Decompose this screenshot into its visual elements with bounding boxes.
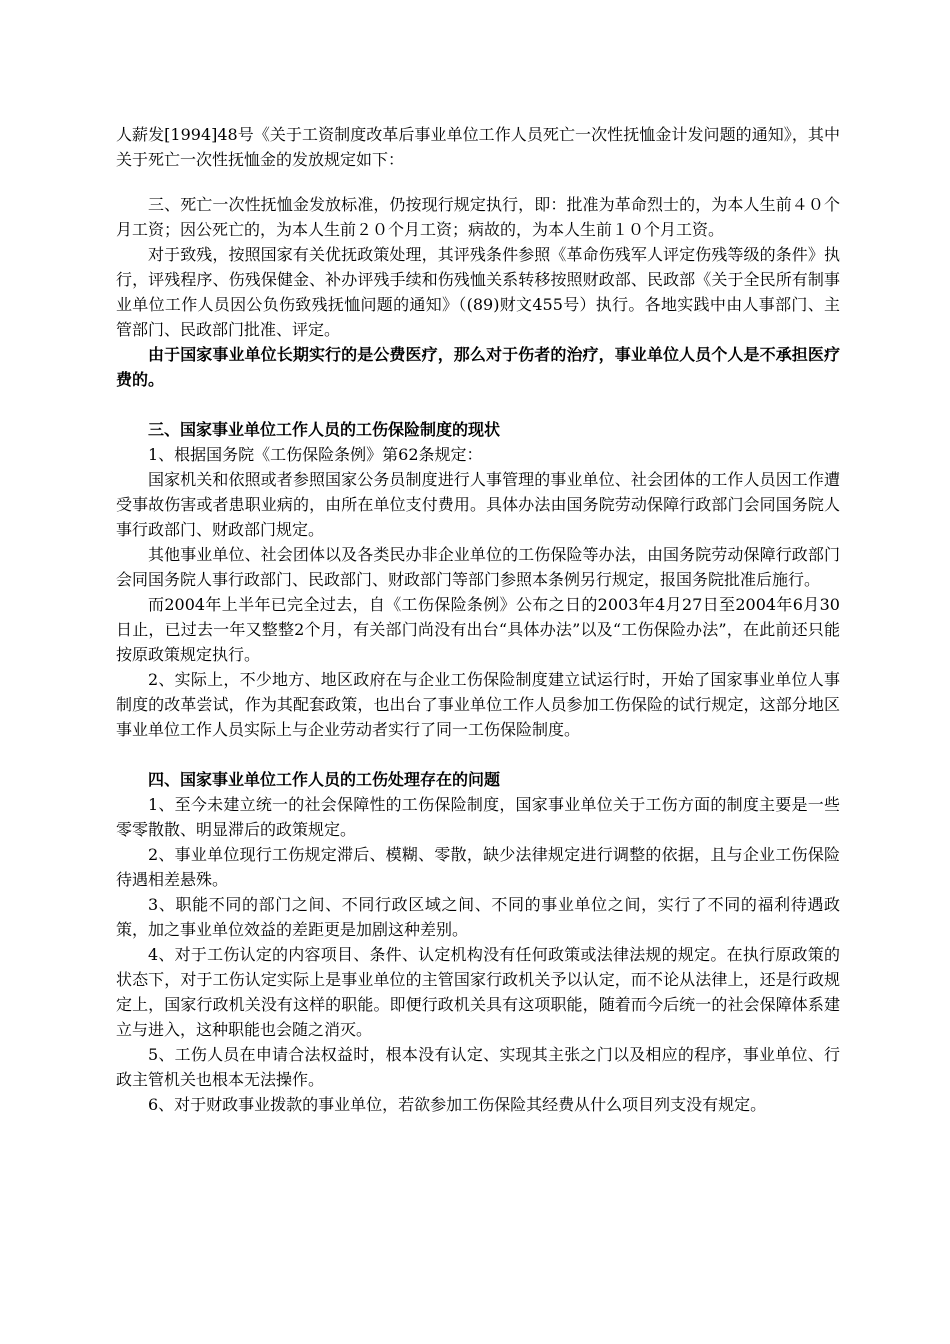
paragraph: 人薪发[1994]48号《关于工资制度改革后事业单位工作人员死亡一次性抚恤金计发问题的通知》，其中关于死亡一次性抚恤金的发放规定如下： — [116, 125, 840, 169]
paragraph: 3、职能不同的部门之间、不同行政区域之间、不同的事业单位之间，实行了不同的福利待遇政策，加之事业单位效益的差距更是加剧这种差别。 — [116, 895, 840, 939]
paragraph: 1、至今未建立统一的社会保障性的工伤保险制度，国家事业单位关于工伤方面的制度主要是一些零零散散、明显滞后的政策规定。 — [116, 795, 840, 839]
document-page — [116, 122, 840, 1117]
bold-paragraph: 由于国家事业单位长期实行的是公费医疗，那么对于伤者的治疗，事业单位人员个人是不承担医疗费的。 — [116, 345, 840, 389]
paragraph: 4、对于工伤认定的内容项目、条件、认定机构没有任何政策或法律法规的规定。在执行原政策的状态下，对于工伤认定实际上是事业单位的主管国家行政机关予以认定，而不论从法律上，还是行政规定上，国家行政机关没有这样的职能。即便行政机关具有这项职能，随着而今后统一的社会保障体系建立与进入，这种职能也会随之消灭。 — [116, 945, 840, 1039]
spacer — [116, 742, 840, 767]
paragraph: 而2004年上半年已完全过去，自《工伤保险条例》公布之日的2003年4月27日至2004年6月30日止，已过去一年又整整2个月，有关部门尚没有出台“具体办法”以及“工伤保险办法”，在此前还只能按原政策规定执行。 — [116, 595, 840, 664]
spacer — [116, 172, 840, 192]
spacer — [116, 392, 840, 417]
section-heading-4: 四、国家事业单位工作人员的工伤处理存在的问题 — [148, 770, 501, 789]
paragraph: 2、事业单位现行工伤规定滞后、模糊、零散，缺少法律规定进行调整的依据，且与企业工伤保险待遇相差悬殊。 — [116, 845, 840, 889]
paragraph: 2、实际上，不少地方、地区政府在与企业工伤保险制度建立试运行时，开始了国家事业单位人事制度的改革尝试，作为其配套政策，也出台了事业单位工作人员参加工伤保险的试行规定，这部分地区事业单位工作人员实际上与企业劳动者实行了同一工伤保险制度。 — [116, 670, 840, 739]
paragraph: 其他事业单位、社会团体以及各类民办非企业单位的工伤保险等办法，由国务院劳动保障行政部门会同国务院人事行政部门、民政部门、财政部门等部门参照本条例另行规定，报国务院批准后施行。 — [116, 545, 840, 589]
paragraph: 国家机关和依照或者参照国家公务员制度进行人事管理的事业单位、社会团体的工作人员因工作遭受事故伤害或者患职业病的，由所在单位支付费用。具体办法由国务院劳动保障行政部门会同国务院人事行政部门、财政部门规定。 — [116, 470, 840, 539]
paragraph: 对于致残，按照国家有关优抚政策处理，其评残条件参照《革命伤残军人评定伤残等级的条件》执行，评残程序、伤残保健金、补办评残手续和伤残恤关系转移按照财政部、民政部《关于全民所有制事业单位工作人员因公负伤致残抚恤问题的通知》（(89)财文455号）执行。各地实践中由人事部门、主管部门、民政部门批准、评定。 — [116, 245, 840, 339]
paragraph: 三、死亡一次性抚恤金发放标准，仍按现行规定执行，即：批准为革命烈士的，为本人生前４０个月工资；因公死亡的，为本人生前２０个月工资；病故的，为本人生前１０个月工资。 — [116, 195, 840, 239]
paragraph: 6、对于财政事业拨款的事业单位，若欲参加工伤保险其经费从什么项目列支没有规定。 — [148, 1095, 767, 1114]
section-heading-3: 三、国家事业单位工作人员的工伤保险制度的现状 — [148, 420, 501, 439]
paragraph: 1、根据国务院《工伤保险条例》第62条规定： — [148, 445, 483, 464]
paragraph: 5、工伤人员在申请合法权益时，根本没有认定、实现其主张之门以及相应的程序，事业单位、行政主管机关也根本无法操作。 — [116, 1045, 840, 1089]
